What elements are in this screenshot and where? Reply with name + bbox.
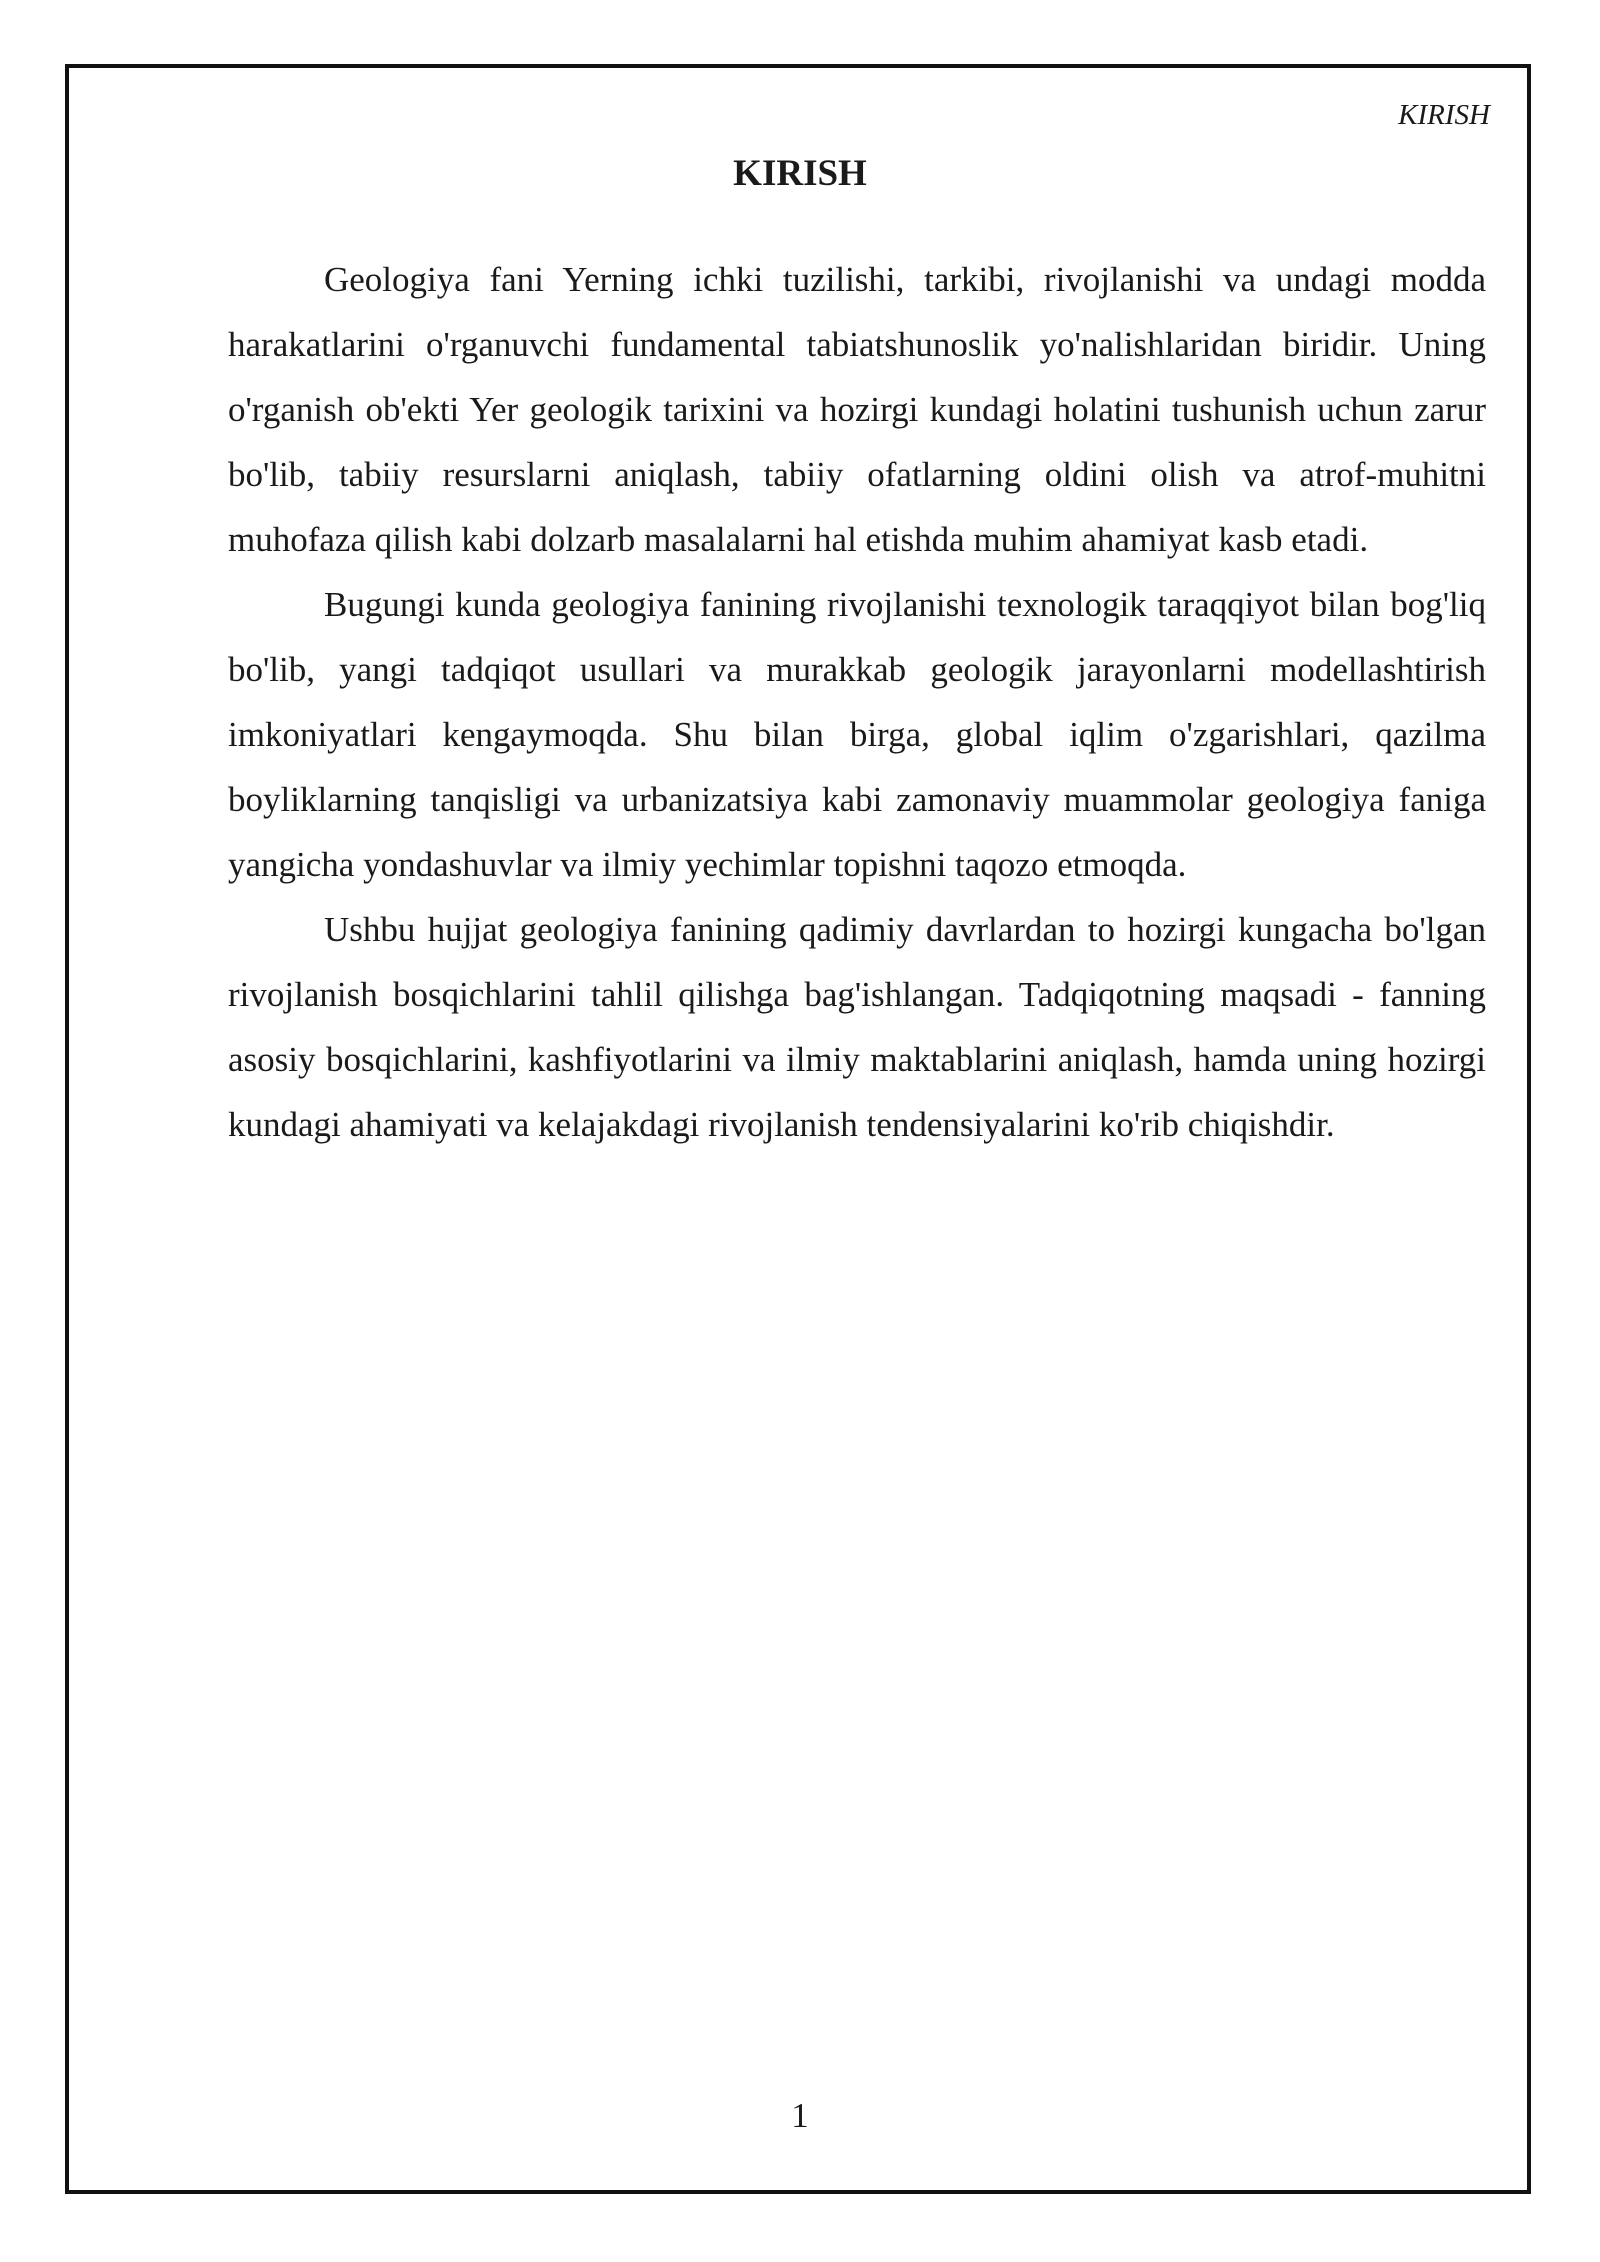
paragraph-intro: Geologiya fani Yerning ichki tuzilishi, tarkibi, rivojlanishi va undagi modda harakatlarini o'rganuvchi fundamental tabiatshunoslik yo'nalishlaridan biridir. Uning o'rganish ob'ekti Yer geologik tarixini va hozirgi kundagi holatini tushunish uchun zarur bo'lib, tabiiy resurslarni aniqlash, tabiiy ofatlarning oldini olish va atrof-muhitni muhofaza qilish kabi dolzarb masalalarni hal etishda muhim ahamiyat kasb etadi.	[228, 260, 1486, 559]
body-text	[228, 247, 1486, 1157]
page-number: 1	[791, 2096, 809, 2135]
section-title: KIRISH	[733, 153, 867, 194]
paragraph-modern-development: Bugungi kunda geologiya fanining rivojlanishi texnologik taraqqiyot bilan bog'liq bo'lib, yangi tadqiqot usullari va murakkab geologik jarayonlarni modellashtirish imkoniyatlari kengaymoqda. Shu bilan birga, global iqlim o'zgarishlari, qazilma boyliklarning tanqisligi va urbanizatsiya kabi zamonaviy muammolar geologiya faniga yangicha yondashuvlar va ilmiy yechimlar topishni taqozo etmoqda.	[228, 585, 1486, 884]
paragraph-purpose: Ushbu hujjat geologiya fanining qadimiy davrlardan to hozirgi kungacha bo'lgan rivojlanish bosqichlarini tahlil qilishga bag'ishlangan. Tadqiqotning maqsadi - fanning asosiy bosqichlarini, kashfiyotlarini va ilmiy maktablarini aniqlash, hamda uning hozirgi kundagi ahamiyati va kelajakdagi rivojlanish tendensiyalarini ko'rib chiqishdir.	[228, 910, 1486, 1144]
running-header: KIRISH	[1398, 99, 1490, 131]
